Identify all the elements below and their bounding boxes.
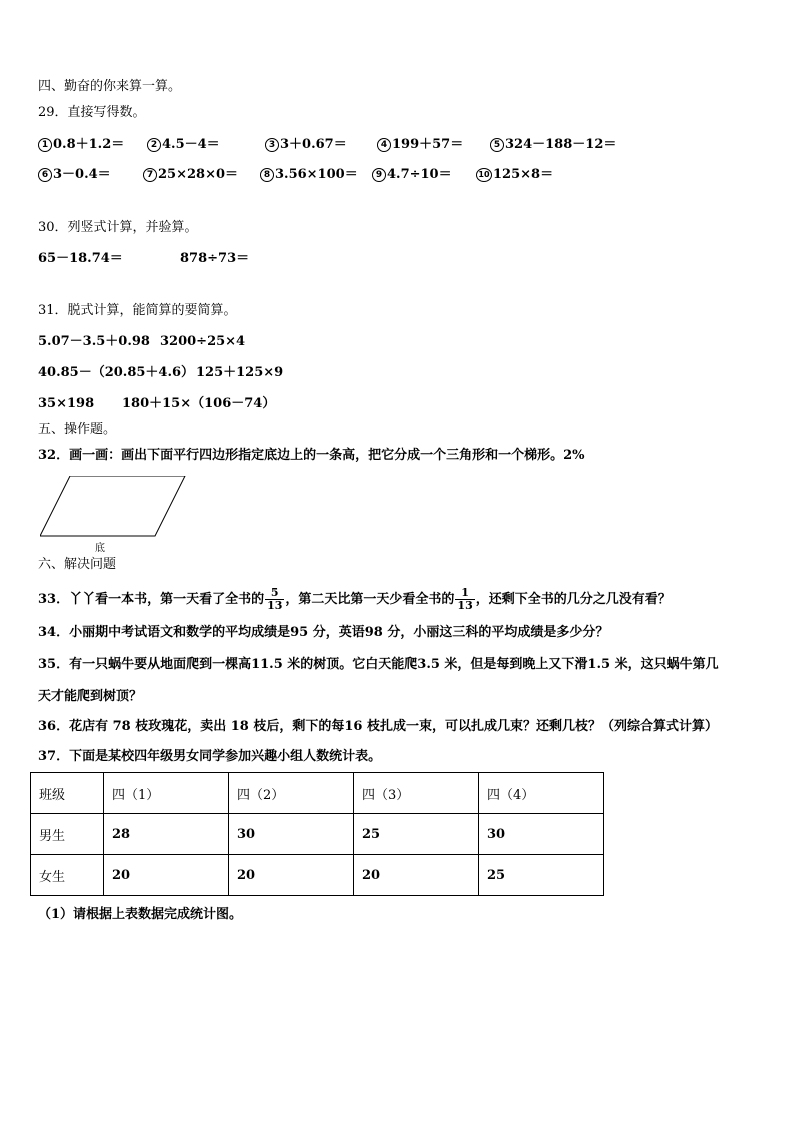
q34-text: 34．小丽期中考试语文和数学的平均成绩是95 分，英语98 分，小丽这三科的平均成绩是多少分？: [38, 625, 609, 640]
section-4-title: 四、勤奋的你来算一算。: [38, 79, 182, 94]
table-cell: 20: [229, 855, 354, 896]
table-header-cell: 四（2）: [229, 773, 354, 814]
q30-label: 30．列竖式计算，并验算。: [38, 220, 198, 235]
table-row-label: 女生: [31, 855, 104, 896]
q29-item-6: 6 3－0.4＝: [38, 166, 111, 184]
q32-label: 32．画一画：画出下面平行四边形指定底边上的一条高，把它分成一个三角形和一个梯形。2%: [38, 448, 585, 463]
circled-number-icon: 5: [490, 138, 504, 152]
circled-number-icon: 6: [38, 168, 52, 182]
q29-label: 29．直接写得数。: [38, 105, 146, 120]
table-cell: 30: [229, 814, 354, 855]
table-header-cell: 四（4）: [479, 773, 604, 814]
q37-label: 37．下面是某校四年级男女同学参加兴趣小组人数统计表。: [38, 749, 382, 764]
table-cell: 20: [354, 855, 479, 896]
table-header-cell: 四（3）: [354, 773, 479, 814]
circled-number-icon: 7: [143, 168, 157, 182]
stats-table: [30, 772, 604, 896]
q29-item-10: 10 125×8＝: [476, 166, 553, 184]
q31-label: 31．脱式计算，能简算的要简算。: [38, 303, 237, 318]
base-label: 底: [95, 543, 105, 554]
table-row: [31, 773, 604, 814]
q31-item-6: 180＋15×（106－74）: [122, 396, 276, 411]
circled-number-icon: 2: [147, 138, 161, 152]
table-header-cell: 四（1）: [104, 773, 229, 814]
table-cell: 25: [354, 814, 479, 855]
table-cell: 28: [104, 814, 229, 855]
q29-item-3: 3 3＋0.67＝: [265, 136, 347, 154]
q35-text-line2: 天才能爬到树顶？: [38, 689, 143, 704]
parallelogram-figure: [40, 476, 200, 556]
q29-item-9: 9 4.7÷10＝: [372, 166, 452, 184]
q30-item-2: 878÷73＝: [180, 251, 250, 266]
q29-item-5: 5 324－188－12＝: [490, 136, 616, 154]
fraction-1-13: $\frac{1}{13}$: [457, 586, 473, 612]
q29-item-7: 7 25×28×0＝: [143, 166, 238, 184]
q31-item-2: 3200÷25×4: [160, 334, 246, 349]
fraction-5-13: $\frac{5}{13}$: [267, 586, 283, 612]
q37-sub1: （1）请根据上表数据完成统计图。: [38, 907, 243, 922]
table-row-label: 男生: [31, 814, 104, 855]
q36-text: 36．花店有 78 枝玫瑰花，卖出 18 枝后，剩下的每16 枝扎成一束，可以扎成几束？还剩几枝？（列综合算式计算）: [38, 719, 718, 734]
table-cell: 25: [479, 855, 604, 896]
table-row: [31, 814, 604, 855]
table-header-cell: 班级: [31, 773, 104, 814]
q31-item-5: 35×198: [38, 396, 95, 411]
q31-item-1: 5.07－3.5＋0.98: [38, 334, 150, 349]
section-6-title: 六、解决问题: [38, 557, 117, 572]
q29-item-4: 4 199＋57＝: [377, 136, 463, 154]
table-row: [31, 855, 604, 896]
q33-text: 33．丫丫看一本书，第一天看了全书的 $\frac{5}{13}$ ，第二天比第一天少看全书的 $\frac{1}{13}$ ，还剩下全书的几分之几没有看？: [38, 586, 671, 612]
circled-number-icon: 8: [260, 168, 274, 182]
q35-text-line1: 35．有一只蜗牛要从地面爬到一棵高11.5 米的树顶。它白天能爬3.5 米，但是每到晚上又下滑1.5 米，这只蜗牛第几: [38, 657, 719, 672]
circled-number-icon: 10: [476, 168, 492, 182]
q30-item-1: 65－18.74＝: [38, 251, 123, 266]
q31-item-4: 125＋125×9: [196, 365, 284, 380]
q31-item-3: 40.85－（20.85＋4.6）: [38, 365, 195, 380]
section-5-title: 五、操作题。: [38, 422, 117, 437]
table-cell: 20: [104, 855, 229, 896]
circled-number-icon: 1: [38, 138, 52, 152]
circled-number-icon: 9: [372, 168, 386, 182]
q29-item-1: 1 0.8＋1.2＝: [38, 136, 124, 154]
q29-item-8: 8 3.56×100＝: [260, 166, 358, 184]
circled-number-icon: 4: [377, 138, 391, 152]
parallelogram-shape: [40, 476, 185, 536]
circled-number-icon: 3: [265, 138, 279, 152]
q29-item-2: 2 4.5－4＝: [147, 136, 220, 154]
table-cell: 30: [479, 814, 604, 855]
